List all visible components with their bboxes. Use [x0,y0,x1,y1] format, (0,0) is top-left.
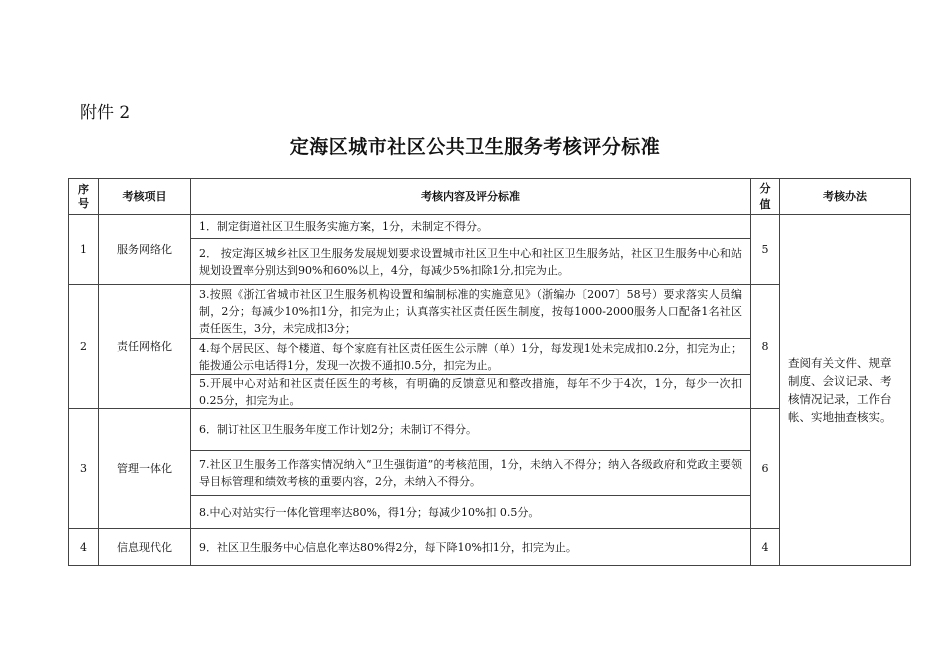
attachment-label: 附件 2 [80,103,131,123]
content-cell: 3.按照《浙江省城市社区卫生服务机构设置和编制标准的实施意见》（浙编办〔2007〕58号）要求落实人员编制，2分；每减少10%扣1分，扣完为止；认真落实社区责任医生制度，按每1000-2000服务人口配备1名社区责任医生，3分，未完成扣3分； [191,285,751,339]
row-item: 信息现代化 [99,529,191,566]
method-cell: 查阅有关文件、规章制度、会议记录、考核情况记录，工作台帐、实地抽查核实。 [780,215,911,566]
row-no: 3 [69,409,99,529]
header-score: 分值 [751,179,780,215]
document-title: 定海区城市社区公共卫生服务考核评分标准 [289,136,661,158]
header-no: 序号 [69,179,99,215]
row-no: 1 [69,215,99,285]
header-item: 考核项目 [99,179,191,215]
row-item: 管理一体化 [99,409,191,529]
row-item: 服务网络化 [99,215,191,285]
content-cell: 4.每个居民区、每个楼道、每个家庭有社区责任医生公示牌（单）1分，每发现1处未完成扣0.2分，扣完为止；能拨通公示电话得1分，发现一次拨不通扣0.5分，扣完为止。 [191,339,751,375]
row-score: 8 [751,285,780,409]
content-cell: 8.中心对站实行一体化管理率达80%，得1分；每减少10%扣 0.5分。 [191,496,751,529]
content-cell: 2． 按定海区城乡社区卫生服务发展规划要求设置城市社区卫生中心和社区卫生服务站，社区卫生服务中心和站规划设置率分别达到90%和60%以上，4分，每减少5%扣除1分,扣完为止。 [191,239,751,285]
row-item: 责任网格化 [99,285,191,409]
row-score: 6 [751,409,780,529]
row-score: 4 [751,529,780,566]
content-cell: 6．制订社区卫生服务年度工作计划2分；未制订不得分。 [191,409,751,451]
row-no: 2 [69,285,99,409]
scoring-table [68,178,911,566]
header-method: 考核办法 [780,179,911,215]
content-cell: 1．制定街道社区卫生服务实施方案，1分，未制定不得分。 [191,215,751,239]
content-cell: 9．社区卫生服务中心信息化率达80%得2分，每下降10%扣1分，扣完为止。 [191,529,751,566]
row-no: 4 [69,529,99,566]
header-content: 考核内容及评分标准 [191,179,751,215]
content-cell: 5.开展中心对站和社区责任医生的考核，有明确的反馈意见和整改措施，每年不少于4次，1分，每少一次扣0.25分，扣完为止。 [191,375,751,409]
row-score: 5 [751,215,780,285]
content-cell: 7.社区卫生服务工作落实情况纳入“卫生强街道”的考核范围，1分，未纳入不得分；纳入各级政府和党政主要领导目标管理和绩效考核的重要内容，2分，未纳入不得分。 [191,451,751,496]
